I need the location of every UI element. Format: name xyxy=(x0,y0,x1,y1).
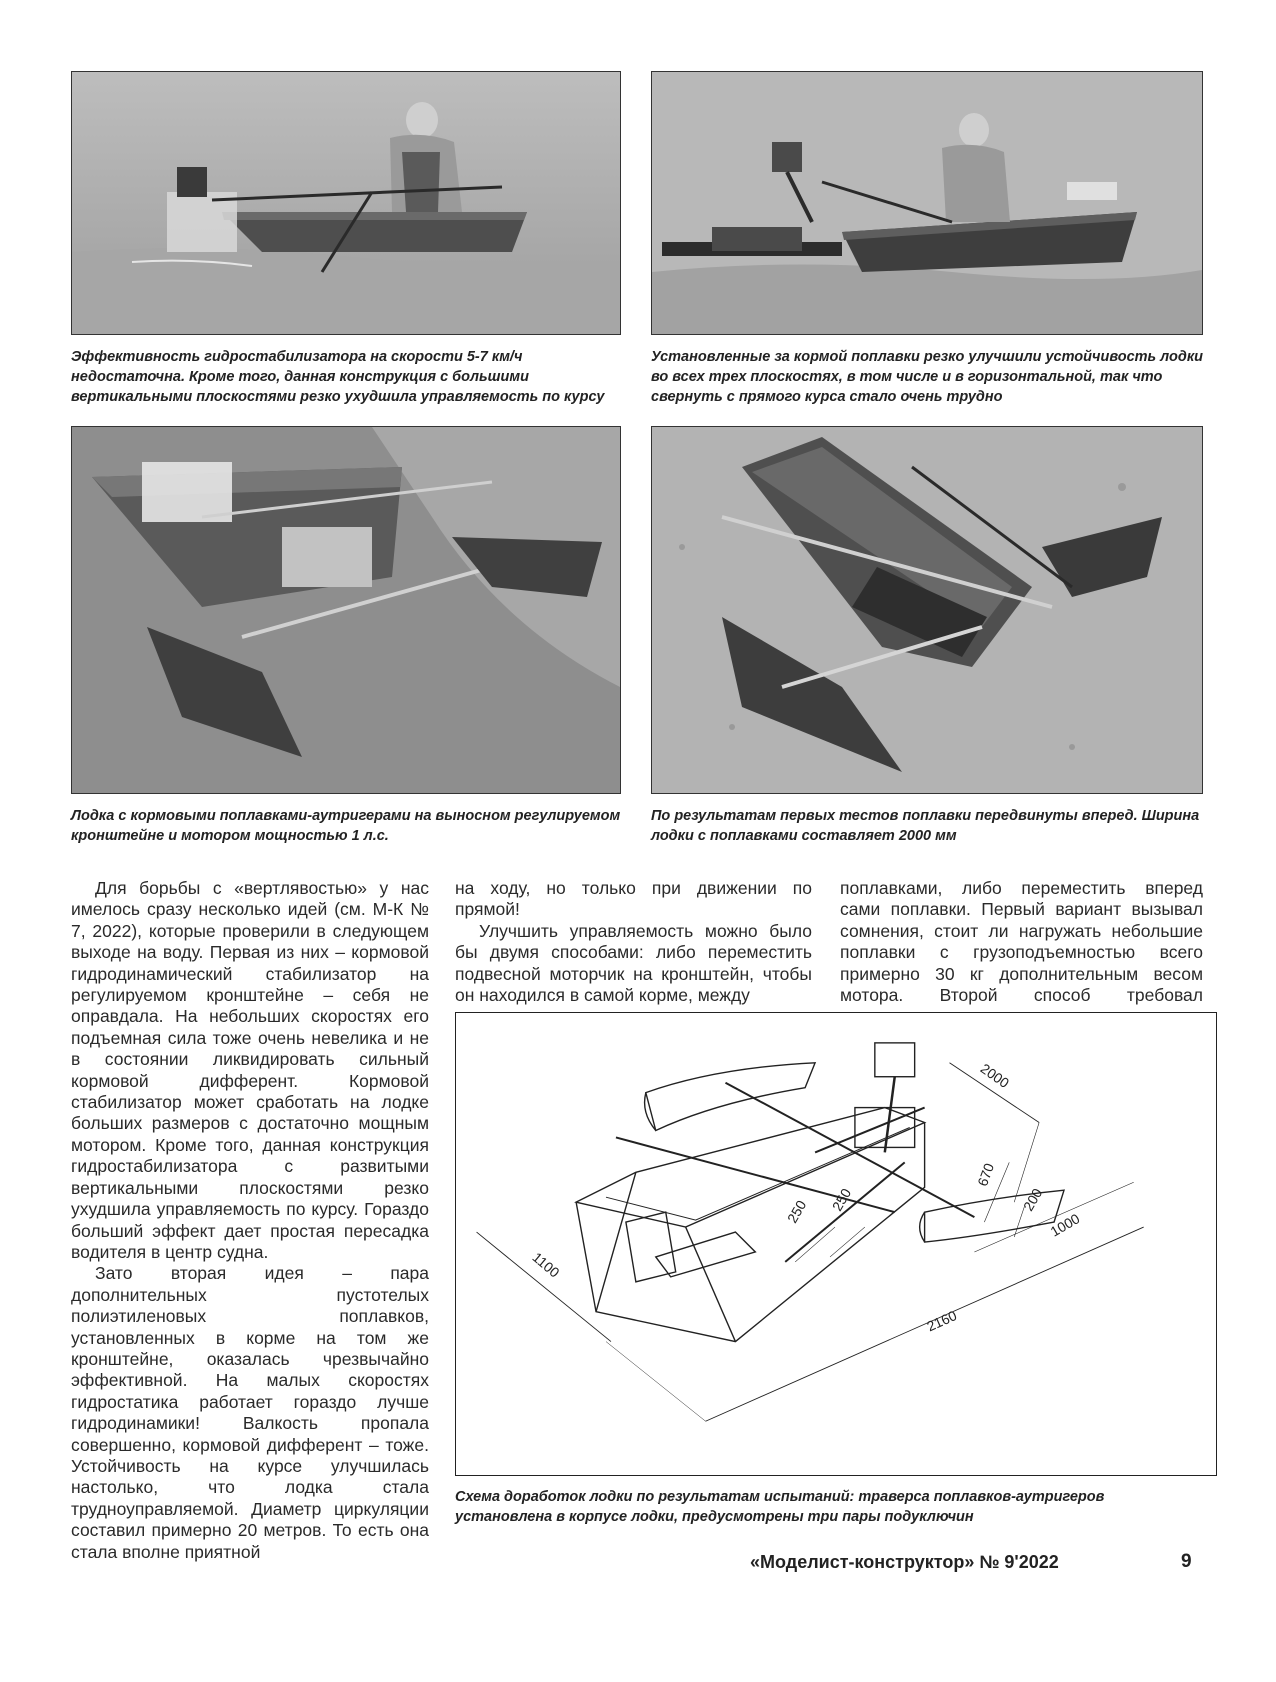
dim-670: 670 xyxy=(974,1160,998,1189)
page-number: 9 xyxy=(1181,1551,1192,1572)
caption-photo-3: Лодка с кормовыми поплавками-аутригерами на выносном регулируемом кронштейне и мотором мощностью 1 л.с. xyxy=(71,808,621,844)
caption-scheme: Схема доработок лодки по результатам испытаний: траверса поплавков-аутригеров установлена в корпусе лодки, предусмотрены три пары подуключин xyxy=(455,1489,1105,1525)
dim-200: 200 xyxy=(1019,1185,1046,1214)
caption-photo-1: Эффективность гидростабилизатора на скорости 5-7 км/ч недостаточна. Кроме того, данная конструкция с большими вертикальными плоскостями резко ухудшила управляемость по курсу xyxy=(71,349,605,405)
text-column-3 xyxy=(840,878,1203,1028)
boat-scheme-diagram xyxy=(455,1012,1217,1476)
dim-2000: 2000 xyxy=(977,1060,1013,1091)
photo-boat-hydrostabilizer xyxy=(71,71,621,335)
paragraph: Зато вторая идея – пара дополнительных пустотелых полиэтиленовых поплавков, установленных в корме на том же кронштейне, оказалась чрезвычайно эффективной. На малых скоростях гидростатика работает гораздо лучше гидродинамики! Валкость пропала совершенно, кормовой дифферент – тоже. Устойчивость на курсе улучшилась настолько, что лодка стала трудноуправляемой. Диаметр циркуляции составил примерно 20 метров. То есть она стала вполне приятной xyxy=(71,1263,429,1562)
dim-1000: 1000 xyxy=(1047,1210,1083,1240)
paragraph: Улучшить управляемость можно было бы двумя способами: либо переместить подвесной моторчик на кронштейн, чтобы он находился в самой корме, между xyxy=(455,920,812,1006)
magazine-issue: «Моделист-конструктор» № 9'2022 xyxy=(750,1552,1059,1572)
caption-photo-2: Установленные за кормой поплавки резко улучшили устойчивость лодки во всех трех плоскостях, в том числе и в горизонтальной, так что свернуть с прямого курса стало очень трудно xyxy=(651,349,1204,405)
paragraph: на ходу, но только при движении по прямой! xyxy=(455,878,812,920)
caption-photo-4: По результатам первых тестов поплавки передвинуты вперед. Ширина лодки с поплавками составляет 2000 мм xyxy=(651,808,1200,844)
dim-1100: 1100 xyxy=(529,1248,563,1281)
text-column-2 xyxy=(455,878,812,1006)
paragraph: Для борьбы с «вертлявостью» у нас имелось сразу несколько идей (см. М-К № 7, 2022), которые проверили в следующем выходе на воду. Первая из них – кормовой гидродинамический стабилизатор на регулируемом кронштейне – себя не оправдала. На небольших скоростях его подъемная сила тоже очень невелика и не в состоянии ликвидировать сильный кормовой дифферент. Кормовой стабилизатор может сработать на лодке больших размеров с достаточно мощным мотором. Кроме того, данная конструкция гидростабилизатора с развитыми вертикальными плоскостями резко ухудшила управляемость по курсу. Гораздо больший эффект дает простая пересадка водителя в центр судна. xyxy=(71,878,429,1262)
text-column-1 xyxy=(71,878,429,1563)
paragraph: поплавками, либо переместить вперед сами поплавки. Первый вариант вызывал сомнения, стоит ли нагружать небольшие поплавки с грузоподъемностью всего примерно 30 кг дополнительным весом мотора. Второй способ требовал xyxy=(840,878,1203,1006)
photo-boat-rear-floats xyxy=(651,71,1203,335)
dim-2160: 2160 xyxy=(924,1307,960,1335)
dim-250-b: 250 xyxy=(828,1185,855,1214)
dim-250-a: 250 xyxy=(783,1197,810,1226)
photo-boat-on-sand xyxy=(651,426,1203,794)
photo-boat-outrigger-floats xyxy=(71,426,621,794)
